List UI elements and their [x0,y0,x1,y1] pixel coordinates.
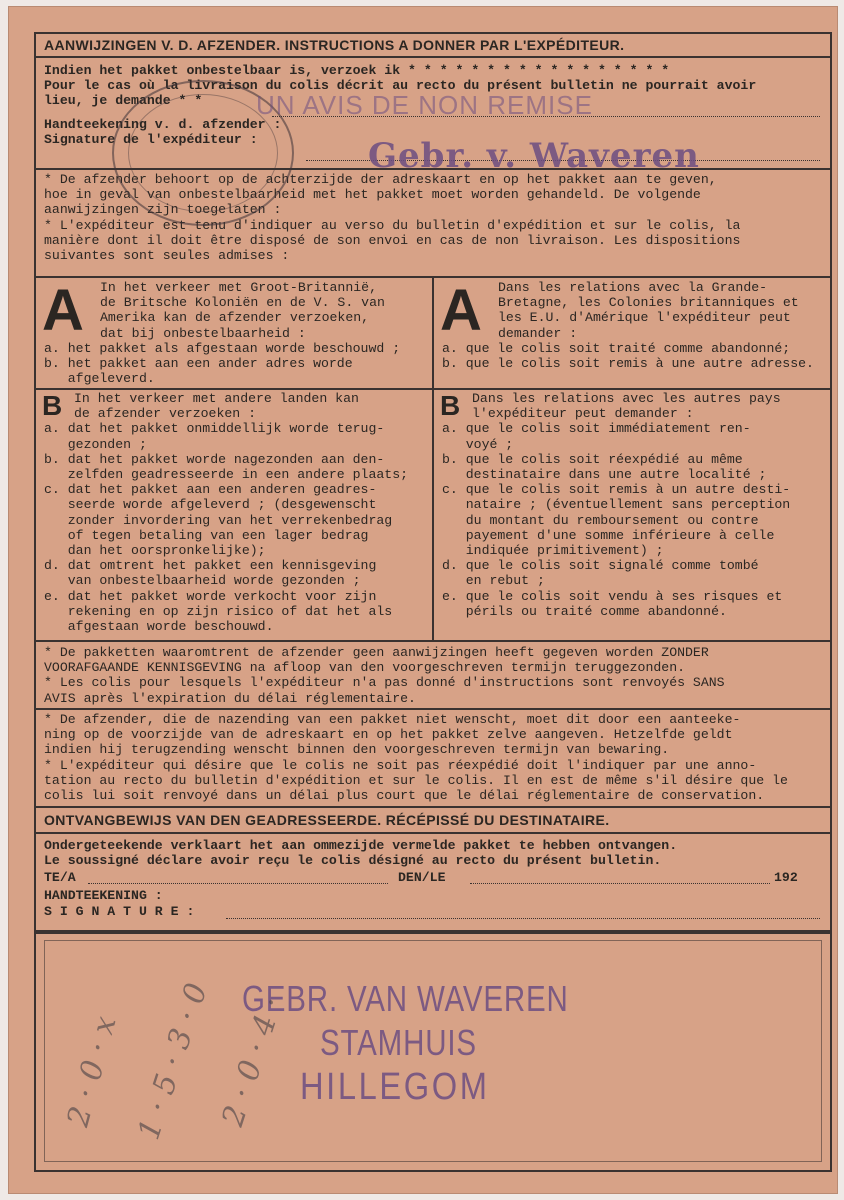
section-b-nl-item: b. dat het pakket worde nagezonden aan den- [44,451,385,467]
section-b-nl-item: rekening en op zijn risico of dat het als [44,603,393,619]
section-b-nl-item: a. dat het pakket onmiddellijk worde terug- [44,421,385,437]
notice-2-line: AVIS après l'expiration du délai réglementaire. [44,690,416,706]
section-b-nl-item: e. dat het pakket worde verkocht voor zijn [44,588,377,604]
request-text-nl [36,58,830,78]
section-b-fr-item: en rebut ; [442,573,545,589]
sender-stamp-line-3: HILLEGOM [300,1066,490,1108]
section-a-fr-item: a. que le colis soit traité comme abandonné; [442,340,791,356]
section-b-nl-item: afgestaan worde beschouwd. [44,619,274,635]
notice-3-line: * L'expéditeur qui désire que le colis ne soit pas réexpédié doit l'indiquer par une anno- [44,757,757,773]
section-a-nl-item: a. het pakket als afgestaan worde beschouwd ; [44,340,401,356]
request-stars: * * * * * * * * * * * * * * * * * [408,63,670,78]
pencil-mark-b: 1 · 5 · 3 · 0 [131,978,215,1145]
section-b-fr-item: indiquée primitivement) ; [442,543,664,559]
notice-2-line: * Les colis pour lesquels l'expéditeur n'a pas donné d'instructions sont renvoyés SANS [44,675,725,691]
section-b-nl-item: c. dat het pakket aan een anderen geadres- [44,482,377,498]
receipt-header-section [36,808,830,834]
section-b-fr-item: c. que le colis soit remis à un autre desti- [442,482,791,498]
section-b-fr-item: a. que le colis soit immédiatement ren- [442,421,751,437]
section-a-fr-intro: les E.U. d'Amérique l'expéditeur peut [498,310,791,326]
request-nl-label: Indien het pakket onbestelbaar is, verzoek ik [44,63,401,78]
instructions-header: AANWIJZINGEN V. D. AFZENDER. INSTRUCTIONS A DONNER PAR L'EXPÉDITEUR. [36,34,830,58]
section-b [36,390,830,642]
section-a-nl-intro: de Britsche Koloniën en de V. S. van [100,295,385,311]
section-b-nl-item: gezonden ; [44,436,147,452]
receipt-text-nl: Ondergeteekende verklaart het aan ommezijde vermelde pakket te hebben ontvangen. [44,838,678,853]
notice-3-line: colis lui soit renvoyé dans un délai plus court que le délai réglementaire de conservation. [44,788,765,804]
receipt-signature-field[interactable] [226,918,820,919]
section-a-letter-fr: A [440,278,482,343]
notice-1-line: * L'expéditeur est tenu d'indiquer au verso du bulletin d'expédition et sur le colis, la [44,217,741,233]
receipt-place-label: TE/A [44,870,76,886]
section-b-fr-item: d. que le colis soit signalé comme tombé [442,558,759,574]
notice-2-line: * De pakketten waaromtrent de afzender geen aanwijzingen heeft gegeven worden ZONDER [44,645,709,660]
section-a-letter: A [42,278,84,343]
section-b-nl-item: of tegen betaling van een lager bedrag [44,527,369,543]
section-a-fr-intro: Dans les relations avec la Grande- [498,280,768,295]
section-b-nl-item: zelfden geadresseerde in een andere plaats; [44,467,409,483]
section-b-fr-item: payement d'une somme inférieure à celle [442,527,775,543]
receipt-text-fr: Le soussigné déclare avoir reçu le colis désigné au recto du présent bulletin. [44,853,662,869]
section-b-nl-item: dan het oorspronkelijke); [44,543,266,559]
non-delivery-notice-stamp: UN AVIS DE NON REMISE [256,90,593,120]
section-a-nl-intro: dat bij onbestelbaarheid : [100,325,306,341]
section-a-fr-intro: demander : [498,325,578,341]
section-a [36,278,830,390]
section-b-nl-item: zonder invordering van het verrekenbedrag [44,512,393,528]
section-b-fr-intro: l'expéditeur peut demander : [472,406,694,422]
section-b-nl-item: van onbestelbaarheid worde gezonden ; [44,573,361,589]
request-fr-stars: * * [178,93,203,109]
receipt-signature-fr: S I G N A T U R E : [44,903,195,919]
section-a-fr-body [434,278,830,371]
section-b-nl-item: d. dat omtrent het pakket een kennisgeving [44,558,377,574]
section-b-nl-intro: In het verkeer met andere landen kan [74,391,359,406]
section-a-nl-item: afgeleverd. [44,371,155,387]
receipt-header: ONTVANGBEWIJS VAN DEN GEADRESSEERDE. RÉCÉPISSÉ DU DESTINATAIRE. [44,812,610,828]
section-b-letter-fr: B [440,390,461,421]
section-b-fr-body [434,390,830,619]
section-b-fr-item: b. que le colis soit réexpédié au même [442,451,743,467]
sender-stamp-line-2: STAMHUIS [320,1022,477,1063]
signature-label-nl: Handteekening v. d. afzender : [44,116,282,132]
section-b-french [434,390,830,640]
receipt-signature-nl: HANDTEEKENING : [44,888,163,904]
section-a-nl-intro: In het verkeer met Groot-Britannië, [100,280,377,295]
notice-3-line: * De afzender, die de nazending van een pakket niet wenscht, moet dit door een aanteeke- [44,712,741,727]
receipt-place-field[interactable] [88,883,388,884]
section-a-dutch [36,278,434,388]
notice-2-line: VOORAFGAANDE KENNISGEVING na afloop van den voorgeschreven termijn teruggezonden. [44,660,686,676]
section-a-fr-intro: Bretagne, les Colonies britanniques et [498,295,799,311]
parcel-card-verso [8,6,838,1194]
signature-label-fr: Signature de l'expéditeur : [44,131,258,147]
section-a-nl-intro: Amerika kan de afzender verzoeken, [100,310,370,326]
section-a-fr-item: b. que le colis soit remis à une autre adresse. [442,356,814,372]
section-a-nl-item: b. het pakket aan een ander adres worde [44,356,353,372]
section-b-fr-intro: Dans les relations avec les autres pays [472,391,781,406]
section-b-dutch [36,390,434,640]
receipt-place-date-row [36,868,830,886]
notice-3-line: tation au recto du bulletin d'expédition et sur le colis. Il en est de même s'il désire que le [44,772,788,788]
section-b-nl-item: seerde worde afgeleverd ; (desgewenscht [44,497,377,513]
sender-signature-stamp: Gebr. v. Waveren [368,136,700,176]
section-b-fr-item: nataire ; (éventuellement sans perception [442,497,791,513]
notice-3-line: indien hij terugzending wenscht binnen den voorgeschreven termijn van bewaring. [44,742,670,758]
section-a-french [434,278,830,388]
sender-stamp-line-1: GEBR. VAN WAVEREN [242,978,569,1019]
notice-2-section [36,642,830,710]
section-b-letter: B [42,390,63,421]
notice-1-line: aanwijzingen zijn toegelaten : [44,202,282,218]
notice-3-section [36,710,830,808]
section-b-fr-item: destinataire dans une autre localité ; [442,467,767,483]
section-b-fr-item: du montant du remboursement ou contre [442,512,759,528]
receipt-year-label: 192 [774,870,798,886]
notice-1-line: hoe in geval van onbestelbaarheid met het pakket moet worden gehandeld. De volgende [44,187,701,203]
pencil-mark-a: 2 · 0 · x [60,1012,124,1131]
section-b-fr-item: e. que le colis soit vendu à ses risques et [442,588,783,604]
receipt-section [36,834,830,932]
notice-3-line: ning op de voorzijde van de adreskaart en op het pakket zelve aangeven. Hetzelfde geldt [44,727,733,743]
notice-1-line: manière dont il doit être disposé de son envoi en cas de non livraison. Les dispositions [44,232,741,248]
section-b-fr-item: périls ou traité comme abandonné. [442,603,727,619]
request-fr-label: lieu, je demande [44,93,171,109]
notice-1-line: suivantes sont seules admises : [44,248,290,264]
section-a-nl-body [36,278,432,386]
notice-1-line: * De afzender behoort op de achterzijde der adreskaart en op het pakket aan te geven, [44,172,717,187]
section-b-fr-item: voyé ; [442,436,514,452]
section-b-nl-body [36,390,432,634]
receipt-date-label: DEN/LE [398,870,446,886]
request-text-fr-1: Pour le cas où la livraison du colis décrit au recto du présent bulletin ne pourrait avoir [44,78,757,94]
section-b-nl-intro: de afzender verzoeken : [74,406,257,422]
form-frame [34,32,832,1172]
pencil-mark-c: 2 · 0 · 4 · [215,992,291,1131]
receipt-date-field[interactable] [470,883,770,884]
